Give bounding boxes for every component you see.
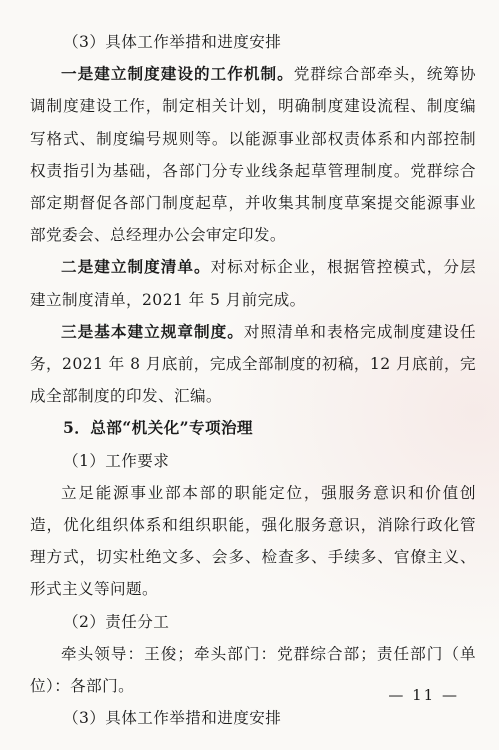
paragraph-requirements <box>30 477 476 606</box>
page-number: — 11 — <box>388 686 459 704</box>
paragraph-text: 对照清单和表格完成制度建设任务，2021 年 8 月底前，完成全部制度的初稿，12 月底前，完成全部制度的印发、汇编。 <box>30 322 476 406</box>
paragraph-text: 牵头领导：王俊；牵头部门：党群综合部；责任部门（单位）：各部门。 <box>30 644 476 696</box>
paragraph-list <box>30 251 476 315</box>
document-body <box>30 26 476 734</box>
subheading-requirements <box>30 445 476 477</box>
paragraph-lead: 一是建立制度建设的工作机制。 <box>61 64 294 84</box>
subheading-responsibility <box>30 606 476 638</box>
section-heading-text: 5．总部“机关化”专项治理 <box>63 418 253 438</box>
subheading-measures-1 <box>30 26 476 58</box>
paragraph-mechanism <box>30 58 476 251</box>
subheading-measures-2 <box>30 702 476 734</box>
paragraph-text: 对标对标企业，根据管控模式，分层建立制度清单，2021 年 5 月前完成。 <box>30 258 476 309</box>
paragraph-text: 党群综合部牵头，统筹协调制度建设工作，制定相关计划，明确制度建设流程、制度编写格式、制度编号规则等。以能源事业部权责体系和内部控制权责指引为基础，各部门分专业线条起草管理制度。党群综合部定期督促各部门制度起草，并收集其制度草案提交能源事业部党委会、总经理办公会审定印发。 <box>30 65 476 245</box>
paragraph-text: （3）具体工作举措和进度安排 <box>63 33 282 51</box>
paragraph-text: （1）工作要求 <box>63 451 170 470</box>
paragraph-lead: 二是建立制度清单。 <box>61 257 211 277</box>
paragraph-regulations <box>30 316 476 413</box>
paragraph-lead: 三是基本建立规章制度。 <box>61 321 244 341</box>
paragraph-text: （2）责任分工 <box>63 612 170 631</box>
section-heading <box>30 412 476 444</box>
paragraph-text: 立足能源事业部本部的职能定位，强服务意识和价值创造，优化组织体系和组织职能，强化服务意识，消除行政化管理方式，切实杜绝文多、会多、检查多、手续多、官僚主义、形式主义等问题。 <box>30 483 476 599</box>
paragraph-text: （3）具体工作举措和进度安排 <box>63 709 282 728</box>
